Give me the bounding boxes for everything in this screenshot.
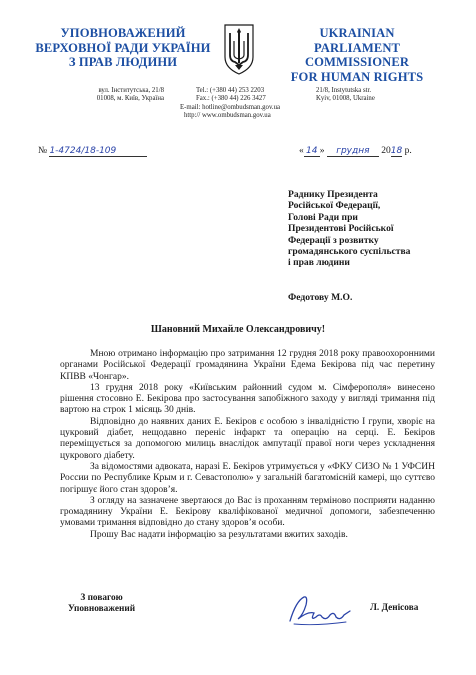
body-paragraph: Прошу Вас надати інформацію за результатами вжитих заходів. [90,529,348,540]
recipient-line: Раднику Президента [288,189,378,200]
document-date [299,146,412,157]
date-open: « [299,146,304,156]
phone-line: Tel.: (+380 44) 253 2203 [196,87,265,94]
body-paragraph: З огляду на зазначене звертаюся до Вас із проханням терміново посприяти наданню громадянину України Е. Бекірову кваліфікованої медичної допомоги, забезпеченню умовами тримання відповідно до стану здоров’я особи. [60,495,435,529]
date-month: грудня [327,146,379,157]
address-line: Kyiv, 01008, Ukraine [316,95,375,103]
closing-line: Уповноважений [68,604,136,615]
address-ua [52,87,164,104]
address-line: вул. Інститутська, 21/8 [98,87,164,94]
date-year-prefix: 20 [381,146,391,156]
recipient-line: Голові Ради при [288,211,358,223]
closing-line: З повагою [80,593,123,603]
header-en-title [262,26,452,84]
body-paragraph: 13 грудня 2018 року «Київським районний судом м. Сімферополя» винесено рішення стосовно Е. Бекірова про застосування запобіжного заходу у вигляді тримання під вартою на строк 1 місяць 30 днів. [60,382,435,416]
header-ua-line: УПОВНОВАЖЕНИЙ [60,26,186,40]
header-ua-line: З ПРАВ ЛЮДИНИ [68,55,178,69]
signer-name: Л. Денісова [370,603,419,613]
contacts-block [180,87,298,120]
header-ua-line: ВЕРХОВНОЇ РАДИ УКРАЇНИ [35,40,211,55]
header-en-line: PARLIAMENT COMMISSIONER [304,40,410,69]
recipient-line: Російської Федерації, [288,200,381,212]
address-line: 01008, м. Київ, Україна [96,95,164,103]
outgoing-number [38,146,147,157]
fax-line: Fax.: (+380 44) 226 3427 [196,95,266,103]
letter-body [60,349,435,541]
address-en [316,87,426,104]
date-year-suffix: 18 [390,146,403,156]
recipient-line: і прав людини [288,257,350,269]
recipient-line: громадянського суспільства [288,246,411,258]
header-ua-title [28,26,218,70]
number-prefix: № [38,146,48,156]
greeting: Шановний Михайле Олександровичу! [150,324,326,335]
body-paragraph: Відповідно до наявних даних Е. Бекіров є особою з інвалідністю І групи, хворіє на цукровий діабет, нещодавно переніс інфаркт та операцію на серці. Е. Бекіров переміщується за допомогою милиць внаслідок ампутації правої ноги через ускладнення цукрового діабету. [60,416,435,461]
recipient-block [288,189,448,269]
recipient-line: Федерації з розвитку [288,234,379,246]
header-en-line: FOR HUMAN RIGHTS [290,69,424,84]
trident-icon [222,23,256,75]
email-link[interactable]: E-mail: hotline@ombudsman.gov.ua [180,103,281,111]
date-suffix: р. [404,146,412,156]
date-day: 14 [304,146,320,157]
recipient-name: Федотову М.О. [288,292,353,303]
date-close: » [319,146,325,156]
handwritten-signature-icon [286,591,354,631]
address-line: 21/8, Instytutska str. [316,87,372,94]
closing-block [68,593,135,616]
header-en-line: UKRAINIAN [319,26,395,40]
website-link[interactable]: http:// www.ombudsman.gov.ua [184,111,271,119]
recipient-line: Президентові Російської [288,223,394,235]
body-paragraph: За відомостями адвоката, наразі Е. Бекіров утримується у «ФКУ СИЗО № 1 УФСИН России по Республике Крым и г. Севастополю» у загальній багатомісній камері, що суттєво погіршує його стан здоров’я. [60,461,435,495]
body-paragraph: Мною отримано інформацію про затримання 12 грудня 2018 року правоохоронними органами Російської Федерації громадянина України Едема Бекірова під час перетину КПВВ «Чонгар». [60,349,435,382]
number-value: 1-4724/18-109 [49,146,147,157]
